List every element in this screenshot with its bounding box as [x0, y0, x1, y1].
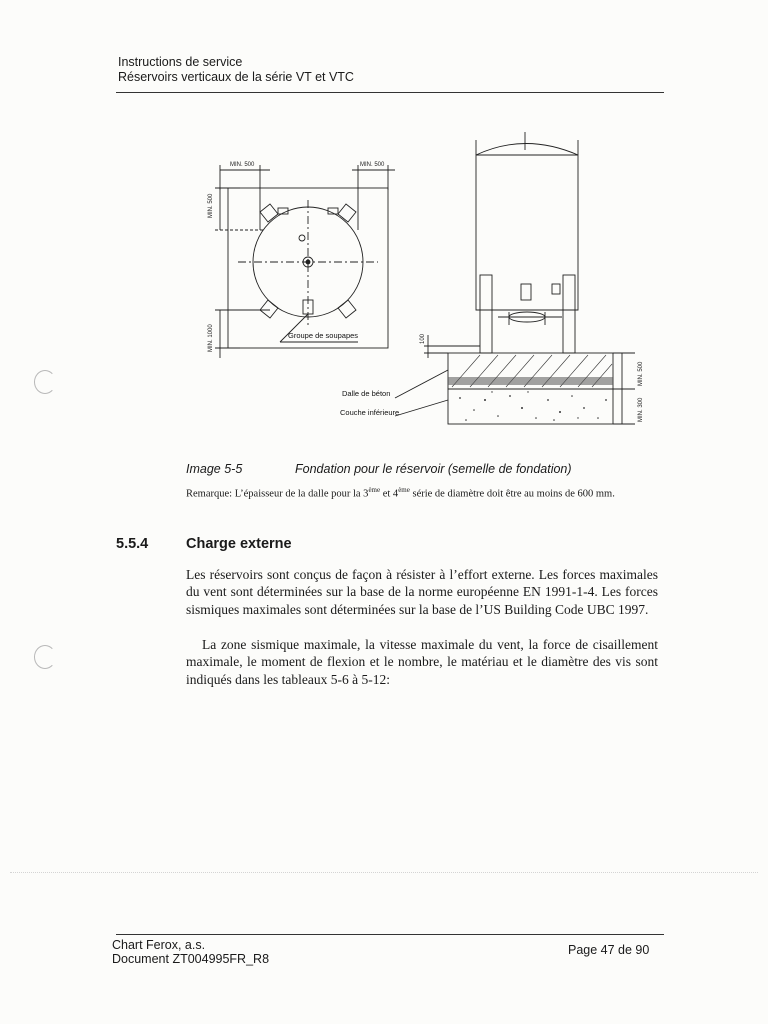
note-sup-1: ème [368, 486, 381, 494]
plan-view [215, 165, 395, 358]
note-prefix: Remarque: L’épaisseur de la dalle pour la 3 [186, 488, 369, 500]
footer-document: Document ZT004995FR_R8 [112, 952, 270, 966]
label-underlayer: Couche inférieure [340, 408, 400, 417]
header-subtitle: Réservoirs verticaux de la série VT et VTC [118, 70, 354, 84]
figure-number: Image 5-5 [186, 462, 243, 476]
footer-company: Chart Ferox, a.s. [112, 938, 206, 952]
label-min500-right: MIN. 500 [360, 162, 385, 168]
foundation-drawing [180, 130, 670, 430]
header-title: Instructions de service [118, 55, 243, 69]
label-min300-underlayer: MIN. 300 [638, 397, 644, 422]
footer-rule [116, 934, 664, 935]
punch-hole-top [34, 370, 56, 394]
note-sup-2: ème [398, 486, 410, 494]
label-min500-slab: MIN. 500 [638, 361, 644, 386]
footer-page-number: Page 47 de 90 [568, 943, 650, 957]
punch-hole-bottom [34, 645, 56, 669]
paragraph-1: Les réservoirs sont conçus de façon à résister à l’effort externe. Les forces maximales du vent sont déterminées sur la base de la norme européenne EN 1991-1-4. Les forces sismiques maximales sont déterminées sur la base de l’US Building Code UBC 1997. [186, 567, 658, 617]
section-number: 5.5.4 [116, 536, 149, 552]
label-100: 100 [420, 333, 426, 344]
paragraph-2: La zone sismique maximale, la vitesse maximale du vent, la force de cisaillement maximale, le moment de flexion et le nombre, le matériau et le diamètre des vis sont indiqués dans les tableaux 5-6 à 5-12: [186, 637, 658, 687]
note [186, 486, 615, 500]
scan-divider [10, 872, 758, 873]
label-min1000: MIN. 1000 [208, 324, 214, 352]
label-valve-group: Groupe de soupapes [288, 331, 359, 340]
header-rule [116, 92, 664, 93]
note-suffix: série de diamètre doit être au moins de 600 mm. [409, 488, 615, 500]
label-min500-side: MIN. 500 [208, 193, 214, 218]
section-title: Charge externe [186, 536, 292, 552]
label-concrete-slab: Dalle de béton [342, 389, 391, 398]
figure-caption: Fondation pour le réservoir (semelle de fondation) [295, 462, 572, 476]
label-min500-left: MIN. 500 [230, 162, 255, 168]
note-middle: et 4 [380, 488, 399, 500]
